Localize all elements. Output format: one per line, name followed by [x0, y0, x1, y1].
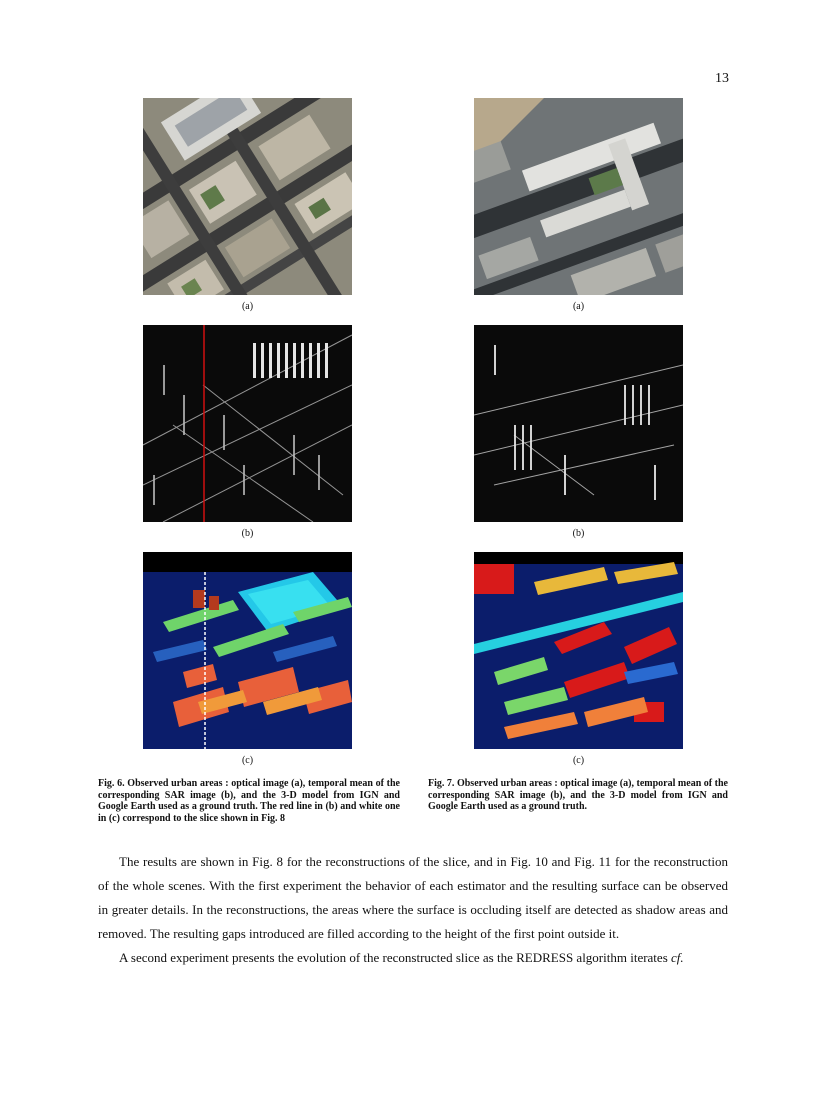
fig7-sar-image [474, 325, 683, 522]
fig6-label-a: (a) [241, 301, 254, 312]
fig7-optical-image [474, 98, 683, 295]
paragraph-1: The results are shown in Fig. 8 for the reconstructions of the slice, and in Fig. 10 and Fig. 11 for the reconstruction of the whole scenes. With the first experiment the behavior of each estimator and the resulting surface can be observed in greater details. In the reconstructions, the areas where the surface is occluding itself are detected as shadow areas and removed. The resulting gaps introduced are filled according to the height of the first point outside it. [98, 854, 728, 941]
fig6-label-c: (c) [241, 755, 254, 766]
paragraph-2 [98, 946, 728, 970]
fig6-3d-model [143, 552, 352, 749]
paragraph-2-italic: cf. [671, 950, 684, 965]
page-number: 13 [715, 71, 729, 86]
fig6-label-b: (b) [241, 528, 254, 539]
fig7-label-b: (b) [572, 528, 585, 539]
fig7-label-a: (a) [572, 301, 585, 312]
fig7-caption: Fig. 7. Observed urban areas : optical image (a), temporal mean of the corresponding SAR image (b), and the 3-D model from IGN and Google Earth used as a ground truth. [428, 778, 728, 812]
fig6-sar-image [143, 325, 352, 522]
body-text [98, 850, 728, 970]
paragraph-2-text: A second experiment presents the evolution of the reconstructed slice as the REDRESS algorithm iterates [119, 950, 671, 965]
fig6-caption: Fig. 6. Observed urban areas : optical image (a), temporal mean of the corresponding SAR image (b), and the 3-D model from IGN and Google Earth used as a ground truth. The red line in (b) and white one in (c) correspond to the slice shown in Fig. 8 [98, 778, 400, 824]
fig7-label-c: (c) [572, 755, 585, 766]
fig7-3d-model [474, 552, 683, 749]
fig6-optical-image [143, 98, 352, 295]
